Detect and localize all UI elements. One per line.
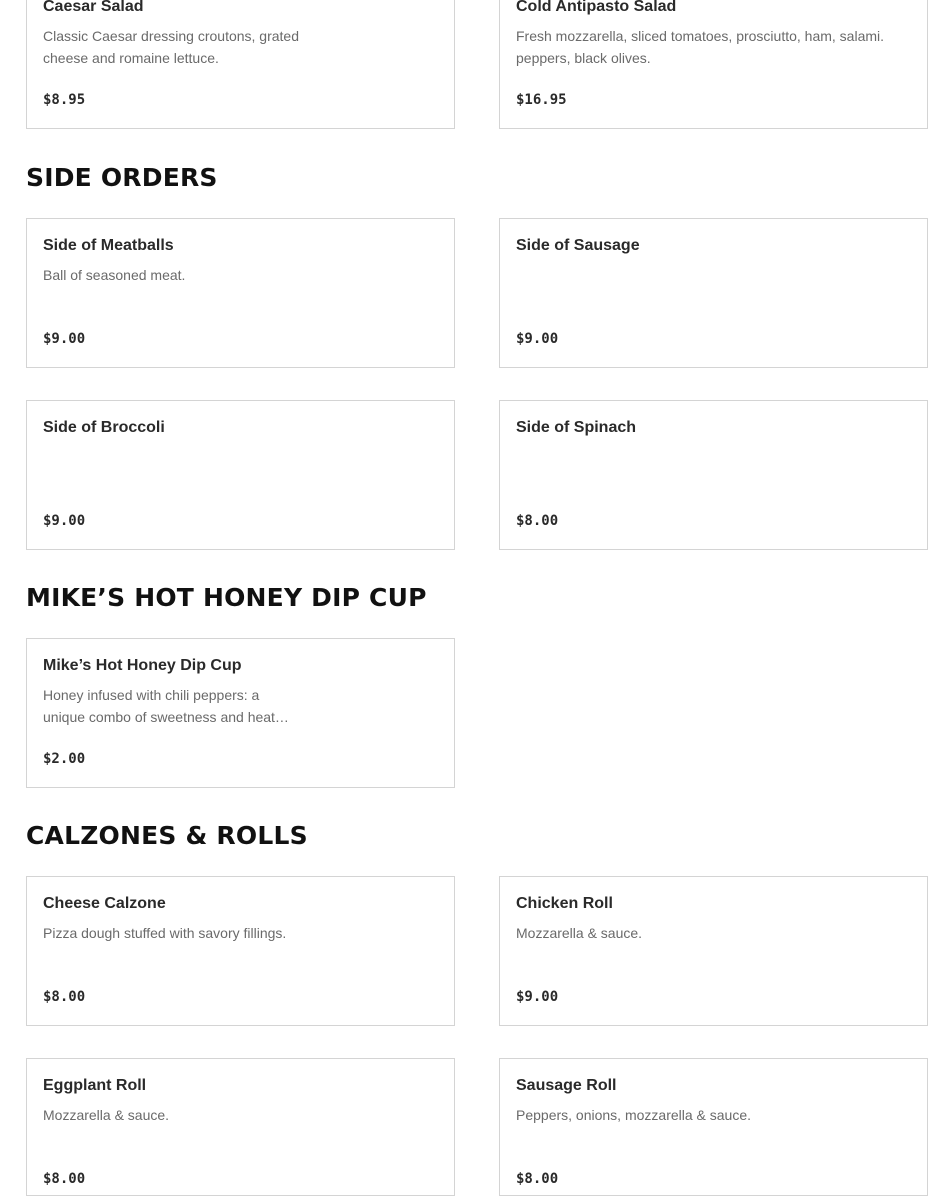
item-name: Cheese Calzone [43, 895, 166, 912]
menu-item-card[interactable] [26, 400, 455, 550]
item-name: Chicken Roll [516, 895, 613, 912]
menu-item-card[interactable] [26, 0, 455, 129]
item-name: Caesar Salad [43, 0, 144, 15]
menu-item-card[interactable] [26, 638, 455, 788]
item-price: $9.00 [516, 989, 559, 1005]
item-description: Mozzarella & sauce. [43, 1107, 170, 1123]
item-description: Mozzarella & sauce. [516, 925, 643, 941]
item-price: $9.00 [516, 331, 559, 347]
item-description: Honey infused with chili peppers: a unique combo of sweetness and heat… [43, 687, 289, 725]
item-name: Cold Antipasto Salad [516, 0, 677, 15]
menu-item-card[interactable] [499, 218, 928, 368]
section-title-hot-honey: MIKE’S HOT HONEY DIP CUP [26, 583, 427, 612]
menu-item-card[interactable] [26, 876, 455, 1026]
item-price: $16.95 [516, 92, 567, 108]
menu-item-card[interactable] [499, 1058, 928, 1196]
item-price: $2.00 [43, 751, 86, 767]
item-description: Peppers, onions, mozzarella & sauce. [516, 1107, 752, 1123]
item-description: Pizza dough stuffed with savory fillings. [43, 925, 287, 941]
menu-item-card[interactable] [499, 876, 928, 1026]
item-name: Sausage Roll [516, 1077, 617, 1094]
item-name: Eggplant Roll [43, 1077, 147, 1094]
item-name: Side of Meatballs [43, 237, 174, 254]
item-description: Classic Caesar dressing croutons, grated cheese and romaine lettuce. [43, 28, 300, 66]
item-description: Fresh mozzarella, sliced tomatoes, prosciutto, ham, salami. peppers, black olives. [516, 28, 885, 66]
item-name: Side of Broccoli [43, 419, 165, 436]
item-description: Ball of seasoned meat. [43, 267, 186, 283]
item-name: Mike’s Hot Honey Dip Cup [43, 657, 242, 674]
item-price: $8.00 [516, 513, 559, 529]
item-name: Side of Spinach [516, 419, 637, 436]
item-price: $8.00 [43, 989, 86, 1005]
menu-item-card[interactable] [26, 1058, 455, 1196]
section-title-calzones: CALZONES & ROLLS [26, 821, 308, 850]
item-price: $8.00 [43, 1171, 86, 1187]
item-price: $8.95 [43, 92, 86, 108]
menu-item-card[interactable] [499, 400, 928, 550]
section-title-side-orders: SIDE ORDERS [26, 163, 218, 192]
item-name: Side of Sausage [516, 237, 640, 254]
item-price: $9.00 [43, 513, 86, 529]
item-price: $9.00 [43, 331, 86, 347]
menu-item-card[interactable] [26, 218, 455, 368]
item-price: $8.00 [516, 1171, 559, 1187]
menu-item-card[interactable] [499, 0, 928, 129]
